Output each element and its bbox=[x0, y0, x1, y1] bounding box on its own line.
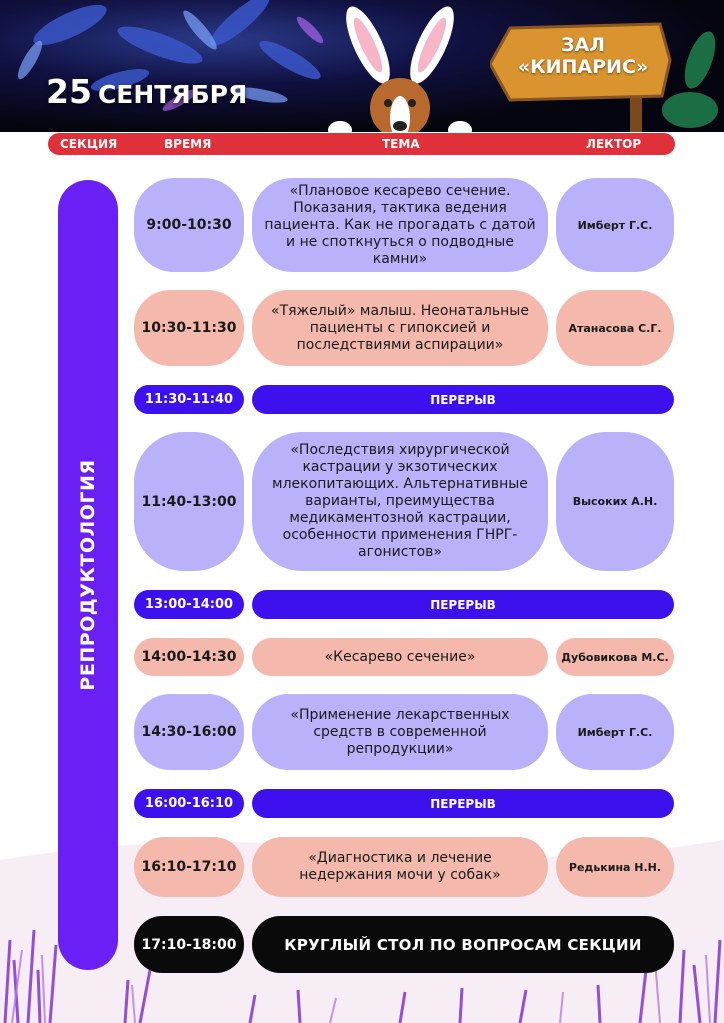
section-name: РЕПРОДУКТОЛОГИЯ bbox=[77, 459, 99, 691]
hall-label: ЗАЛ bbox=[561, 34, 605, 56]
column-topic: ТЕМА bbox=[382, 137, 420, 151]
break-time: 11:30-11:40 bbox=[134, 385, 244, 414]
column-lecturer: ЛЕКТОР bbox=[586, 137, 642, 151]
time-slot: 16:10-17:10 bbox=[134, 837, 244, 897]
column-time: ВРЕМЯ bbox=[164, 137, 212, 151]
roundtable-label: КРУГЛЫЙ СТОЛ ПО ВОПРОСАМ СЕКЦИИ bbox=[252, 916, 674, 973]
time-slot: 11:40-13:00 bbox=[134, 432, 244, 571]
time-slot: 10:30-11:30 bbox=[134, 290, 244, 366]
lecturer-name: Имберт Г.С. bbox=[556, 178, 674, 272]
break-label: ПЕРЕРЫВ bbox=[252, 385, 674, 414]
roundtable-time: 17:10-18:00 bbox=[134, 916, 244, 973]
column-header-bar bbox=[48, 133, 675, 155]
talk-topic: «Кесарево сечение» bbox=[252, 638, 548, 676]
break-label: ПЕРЕРЫВ bbox=[252, 590, 674, 619]
column-section: СЕКЦИЯ bbox=[60, 137, 118, 151]
lecturer-name: Дубовикова М.С. bbox=[556, 638, 674, 676]
hall-name bbox=[508, 34, 658, 78]
lecturer-name: Имберт Г.С. bbox=[556, 694, 674, 770]
bunny-ears-dog-icon bbox=[320, 0, 480, 132]
lecturer-name: Редькина Н.Н. bbox=[556, 837, 674, 897]
break-time: 13:00-14:00 bbox=[134, 590, 244, 619]
time-slot: 14:30-16:00 bbox=[134, 694, 244, 770]
lecturer-name: Высоких А.Н. bbox=[556, 432, 674, 571]
header-banner bbox=[0, 0, 724, 132]
event-date bbox=[46, 72, 247, 111]
break-label: ПЕРЕРЫВ bbox=[252, 789, 674, 818]
talk-topic: «Плановое кесарево сечение. Показания, тактика ведения пациента. Как не прогадать с датой и не споткнуться о подводные камни» bbox=[252, 178, 548, 272]
time-slot: 9:00-10:30 bbox=[134, 178, 244, 272]
talk-topic: «Тяжелый» малыш. Неонатальные пациенты с гипоксией и последствиями аспирации» bbox=[252, 290, 548, 366]
hall-title: «КИПАРИС» bbox=[517, 56, 649, 78]
talk-topic: «Диагностика и лечение недержания мочи у собак» bbox=[252, 837, 548, 897]
break-time: 16:00-16:10 bbox=[134, 789, 244, 818]
time-slot: 14:00-14:30 bbox=[134, 638, 244, 676]
talk-topic: «Последствия хирургической кастрации у экзотических млекопитающих. Альтернативные варианты, преимущества медикаментозной кастрации, особенности применения ГНРГ- агонистов» bbox=[252, 432, 548, 571]
lecturer-name: Атанасова С.Г. bbox=[556, 290, 674, 366]
date-day: 25 bbox=[46, 72, 92, 111]
talk-topic: «Применение лекарственных средств в современной репродукции» bbox=[252, 694, 548, 770]
date-month: СЕНТЯБРЯ bbox=[97, 80, 248, 109]
